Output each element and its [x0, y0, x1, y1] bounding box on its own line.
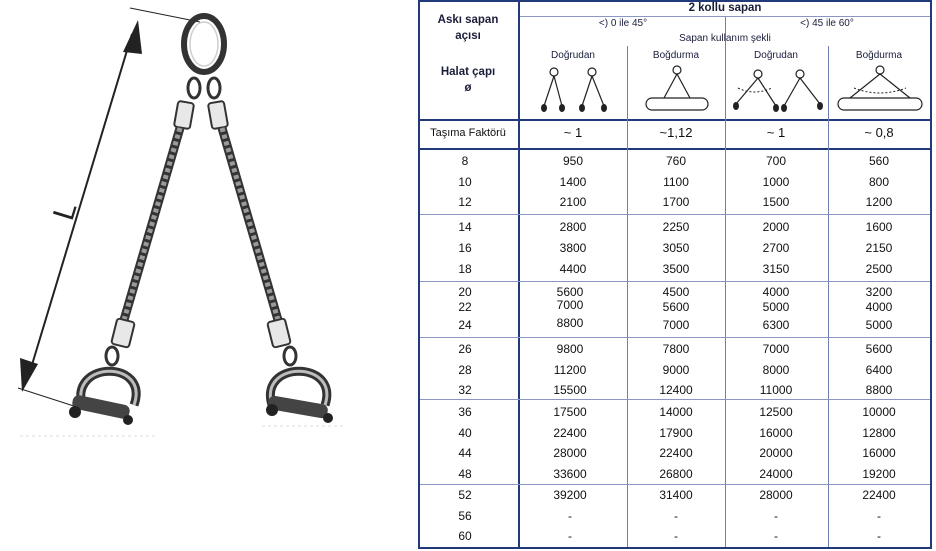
diameter-cell: 48 [458, 467, 472, 481]
shackle-left [69, 371, 136, 425]
diameter-symbol: ø [464, 82, 472, 94]
capacity-cell: 22400 [553, 426, 587, 440]
capacity-cell: 12400 [659, 383, 693, 397]
capacity-cell: 9800 [556, 342, 584, 356]
capacity-cell: - [568, 509, 572, 523]
diameter-cell: 32 [458, 383, 472, 397]
capacity-cell: 9000 [662, 363, 690, 377]
wire-rope-right [222, 128, 278, 320]
capacity-cell: 14000 [659, 405, 693, 419]
capacity-cell: 1500 [762, 195, 790, 209]
diameter-cell: 18 [458, 262, 472, 276]
capacity-cell: 3800 [559, 241, 587, 255]
capacity-cell: 5600 [662, 300, 690, 314]
load-factor-label: Taşıma Faktörü [430, 127, 506, 139]
factor-direct-2: ~ 1 [766, 125, 786, 140]
usage-label: Sapan kullanım şekli [679, 33, 771, 44]
capacity-cell: 1400 [559, 175, 587, 189]
factor-direct-1: ~ 1 [563, 125, 583, 140]
diameter-cell: 20 [458, 285, 472, 299]
capacity-cell: 1000 [762, 175, 790, 189]
capacity-cell: - [568, 529, 572, 543]
capacity-cell: 28000 [759, 488, 793, 502]
capacity-cell: 22400 [659, 446, 693, 460]
factor-choke-1: ~1,12 [659, 125, 693, 140]
capacity-cell: 7000 [662, 318, 690, 332]
capacity-cell: 5000 [865, 318, 893, 332]
diameter-cell: 56 [458, 509, 472, 523]
capacity-cell: 800 [868, 175, 890, 189]
capacity-cell: 31400 [659, 488, 693, 502]
sling-angle-label-2: açısı [455, 30, 481, 42]
table-title: 2 kollu sapan [688, 2, 762, 14]
capacity-cell: 760 [665, 154, 687, 168]
capacity-cell: 17900 [659, 426, 693, 440]
capacity-cell: 22400 [862, 488, 896, 502]
capacity-cell: 33600 [553, 467, 587, 481]
capacity-cell: - [674, 509, 678, 523]
direct-hitch-wide-icon [728, 64, 826, 114]
diameter-cell: 10 [458, 175, 472, 189]
mode-choke-1: Boğdurma [652, 50, 700, 61]
capacity-cell: 6300 [762, 318, 790, 332]
diameter-cell: 40 [458, 426, 472, 440]
diameter-cell: 26 [458, 342, 472, 356]
capacity-cell: 1700 [662, 195, 690, 209]
diameter-cell: 8 [461, 154, 469, 168]
mode-direct-2: Doğrudan [754, 50, 798, 61]
capacity-cell: 7000 [556, 298, 584, 312]
capacity-cell: 2800 [559, 220, 587, 234]
capacity-cell: 700 [765, 154, 787, 168]
capacity-cell: 4000 [865, 300, 893, 314]
sling-angle-label: Askı sapan [437, 14, 499, 26]
capacity-cell: - [674, 529, 678, 543]
capacity-cell: 4000 [762, 285, 790, 299]
shackle-right [266, 371, 333, 423]
capacity-cell: 950 [562, 154, 584, 168]
capacity-cell: 24000 [759, 467, 793, 481]
capacity-cell: 2000 [762, 220, 790, 234]
capacity-cell: 20000 [759, 446, 793, 460]
angle-group-45-60: <) 45 ile 60° [800, 18, 854, 29]
capacity-cell: 1600 [865, 220, 893, 234]
angle-group-0-45: <) 0 ile 45° [598, 18, 648, 29]
diameter-cell: 14 [458, 220, 472, 234]
capacity-cell: 17500 [553, 405, 587, 419]
lower-ferrule-left [111, 318, 135, 348]
dimension-guide-bottom [18, 388, 80, 408]
capacity-cell: 4400 [559, 262, 587, 276]
capacity-cell: 16000 [862, 446, 896, 460]
capacity-cell: 19200 [862, 467, 896, 481]
capacity-cell: 10000 [862, 405, 896, 419]
capacity-cell: 5000 [762, 300, 790, 314]
capacity-cell: 6400 [865, 363, 893, 377]
diameter-cell: 22 [458, 300, 472, 314]
diameter-cell: 28 [458, 363, 472, 377]
capacity-cell: 3050 [662, 241, 690, 255]
capacity-cell: - [774, 529, 778, 543]
capacity-cell: - [877, 529, 881, 543]
rope-diameter-label: Halat çapı [440, 66, 496, 78]
choke-hitch-wide-icon [832, 64, 928, 114]
mode-direct-1: Doğrudan [551, 50, 595, 61]
capacity-cell: 7800 [662, 342, 690, 356]
upper-ferrule-right [208, 101, 228, 129]
diameter-cell: 52 [458, 488, 472, 502]
diameter-cell: 36 [458, 405, 472, 419]
capacity-cell: 8800 [556, 316, 584, 330]
capacity-cell: 560 [868, 154, 890, 168]
diameter-cell: 16 [458, 241, 472, 255]
lower-ferrule-right [267, 318, 291, 348]
capacity-cell: 7000 [762, 342, 790, 356]
capacity-cell: 1200 [865, 195, 893, 209]
capacity-cell: 39200 [553, 488, 587, 502]
capacity-cell: 16000 [759, 426, 793, 440]
capacity-cell: 1100 [663, 175, 689, 189]
upper-ferrule-left [174, 101, 194, 129]
dimension-label: L [47, 198, 84, 225]
factor-choke-2: ~ 0,8 [864, 125, 894, 140]
capacity-cell: 5600 [865, 342, 893, 356]
capacity-cell: 15500 [553, 383, 587, 397]
diameter-cell: 60 [458, 529, 472, 543]
choke-hitch-icon [632, 64, 722, 114]
capacity-cell: 2100 [559, 195, 587, 209]
capacity-cell: 11000 [759, 383, 793, 397]
capacity-table [418, 0, 932, 549]
capacity-cell: 28000 [553, 446, 587, 460]
capacity-cell: 12800 [862, 426, 896, 440]
capacity-cell: 5600 [556, 285, 584, 299]
capacity-cell: 12500 [759, 405, 793, 419]
capacity-cell: 11200 [553, 363, 587, 377]
diameter-cell: 44 [458, 446, 472, 460]
capacity-cell: 3500 [662, 262, 690, 276]
dimension-arrow-top [123, 20, 142, 54]
wire-rope-left [124, 128, 180, 320]
capacity-cell: 3150 [762, 262, 790, 276]
capacity-cell: 26800 [659, 467, 693, 481]
diameter-cell: 24 [458, 318, 472, 332]
mode-choke-2: Boğdurma [855, 50, 903, 61]
capacity-cell: 3200 [865, 285, 893, 299]
diameter-cell: 12 [458, 195, 472, 209]
dimension-arrow-bottom [20, 358, 38, 392]
capacity-cell: - [774, 509, 778, 523]
capacity-cell: 8800 [865, 383, 893, 397]
capacity-cell: - [877, 509, 881, 523]
capacity-cell: 2700 [762, 241, 790, 255]
two-leg-sling-illustration [0, 0, 418, 551]
direct-hitch-icon [524, 64, 622, 114]
capacity-cell: 2250 [662, 220, 690, 234]
capacity-cell: 8000 [762, 363, 790, 377]
capacity-cell: 2500 [865, 262, 893, 276]
capacity-cell: 2150 [865, 241, 893, 255]
capacity-cell: 4500 [662, 285, 690, 299]
